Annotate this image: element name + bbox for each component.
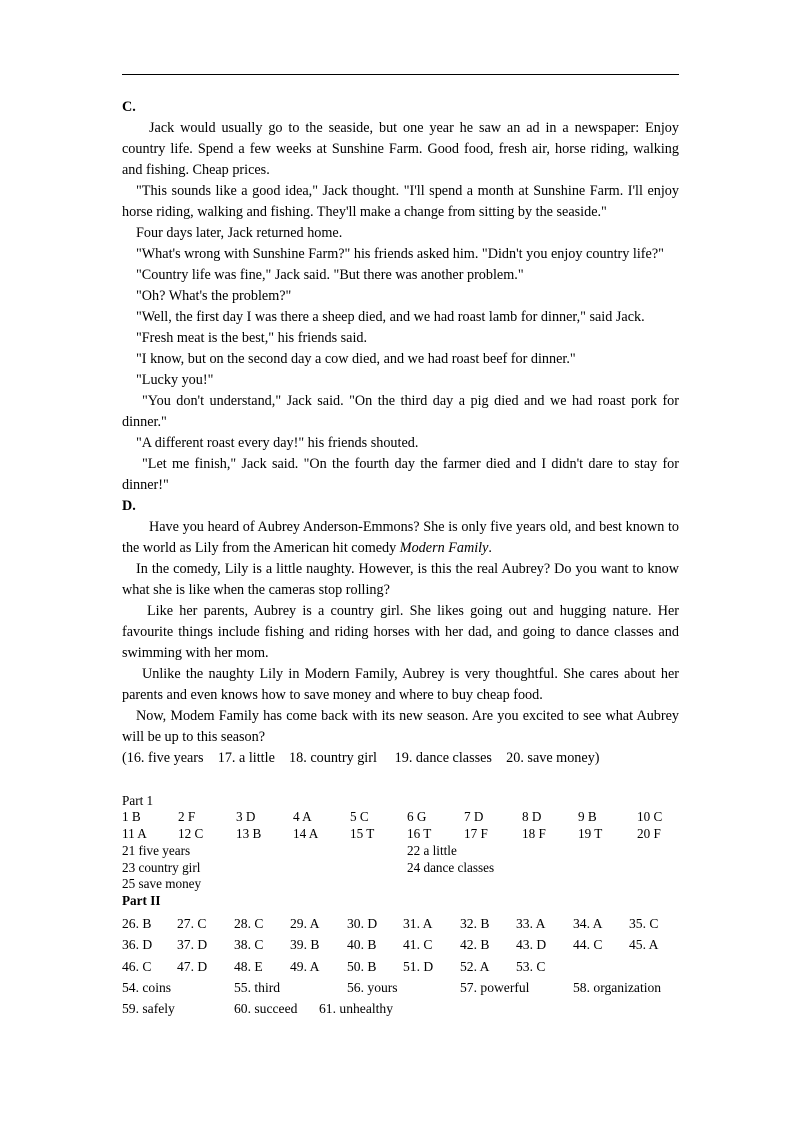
part2-answer: 29. A — [290, 916, 320, 931]
part1-answer: 16 T — [407, 826, 432, 841]
part2-answer: 31. A — [403, 916, 433, 931]
part2-answer: 49. A — [290, 959, 320, 974]
part2-word: 59. safely — [122, 1001, 175, 1016]
part2-answer: 26. B — [122, 916, 152, 931]
part2-answer: 33. A — [516, 916, 546, 931]
part2-answer: 45. A — [629, 937, 659, 952]
part1-answer: 12 C — [178, 826, 204, 841]
section-d-paragraph-4: Unlike the naughty Lily in Modern Family, Aubrey is very thoughtful. She cares about her parents and even knows how to save money and where to buy cheap food. — [122, 666, 679, 703]
show-title: Modern Family — [399, 540, 489, 556]
part2-word: 55. third — [234, 980, 281, 995]
part1-answer: 6 G — [407, 809, 427, 824]
part2-answer: 48. E — [234, 959, 263, 974]
part1-answer: 1 B — [122, 809, 141, 824]
part1-answer: 15 T — [350, 826, 375, 841]
part2-answer: 35. C — [629, 916, 659, 931]
part2-answer: 44. C — [573, 937, 603, 952]
section-c-paragraph-13: "Let me finish," Jack said. "On the fourth day the farmer died and I didn't dare to stay for dinner!" — [122, 456, 679, 493]
section-d-paragraph-2: In the comedy, Lily is a little naughty. However, is this the real Aubrey? Do you want to know what she is like when the cameras stop rolling? — [122, 561, 679, 598]
part2-row-2 — [122, 934, 682, 955]
section-c-paragraph-5: "Country life was fine," Jack said. "But there was another problem." — [136, 267, 524, 283]
part2-answer: 34. A — [573, 916, 603, 931]
part2-answer: 38. C — [234, 937, 264, 952]
section-c-paragraph-10: "Lucky you!" — [136, 372, 214, 388]
header-rule — [122, 74, 679, 75]
section-c-paragraph-12: "A different roast every day!" his friends shouted. — [136, 435, 419, 451]
part2-answer: 30. D — [347, 916, 378, 931]
part1-answer: 20 F — [637, 826, 661, 841]
part1-answer: 17 F — [464, 826, 488, 841]
part2-word: 60. succeed — [234, 1001, 298, 1016]
part1-row-2 — [122, 826, 682, 842]
section-c-paragraph-3: Four days later, Jack returned home. — [136, 225, 343, 241]
section-d-paragraph-1 — [122, 517, 679, 559]
part1-answer: 11 A — [122, 826, 147, 841]
part1-row-1 — [122, 809, 682, 825]
part2-answer: 46. C — [122, 959, 152, 974]
section-c-paragraph-4: "What's wrong with Sunshine Farm?" his friends asked him. "Didn't you enjoy country life?" — [136, 246, 664, 262]
part1-answer: 2 F — [178, 809, 196, 824]
part2-answer: 28. C — [234, 916, 264, 931]
section-c-paragraph-2: "This sounds like a good idea," Jack thought. "I'll spend a month at Sunshine Farm. I'll enjoy horse riding, walking and fishing. They'll make a change from sitting by the seaside." — [122, 183, 679, 220]
part1-answer: 13 B — [236, 826, 262, 841]
part2-answer: 41. C — [403, 937, 433, 952]
section-c-paragraph-8: "Fresh meat is the best," his friends said. — [136, 330, 368, 346]
part2-answer: 40. B — [347, 937, 377, 952]
part2-answer: 47. D — [177, 959, 208, 974]
section-c-paragraph-11: "You don't understand," Jack said. "On the third day a pig died and we had roast pork for dinner." — [122, 393, 679, 430]
part1-answer: 19 T — [578, 826, 603, 841]
part1-fill-25: 25 save money — [122, 876, 202, 891]
part1-answer: 8 D — [522, 809, 542, 824]
part2-word: 57. powerful — [460, 980, 530, 995]
section-d-paragraph-3: Like her parents, Aubrey is a country girl. She likes going out and hugging nature. Her favourite things include fishing and riding horses with her dad, and going to dance classes and swimming with her mom. — [122, 603, 679, 661]
section-d-paragraph-5: Now, Modem Family has come back with its new season. Are you excited to see what Aubrey will be up to this season? — [122, 708, 679, 745]
part2-word: 54. coins — [122, 980, 172, 995]
part2-words-row-1 — [122, 977, 682, 998]
section-c-paragraph-7: "Well, the first day I was there a sheep died, and we had roast lamb for dinner," said Jack. — [136, 309, 645, 325]
section-c-paragraph-9: "I know, but on the second day a cow died, and we had roast beef for dinner." — [136, 351, 576, 367]
section-d-answers-note: (16. five years 17. a little 18. country girl 19. dance classes 20. save money) — [122, 750, 600, 766]
part1-answer: 7 D — [464, 809, 484, 824]
part1-answer: 10 C — [637, 809, 663, 824]
part2-answer: 50. B — [347, 959, 377, 974]
part2-answer: 43. D — [516, 937, 547, 952]
part1-answer: 9 B — [578, 809, 597, 824]
part2-title: Part II — [122, 893, 161, 908]
section-c-paragraph-6: "Oh? What's the problem?" — [136, 288, 292, 304]
part1-fill-24: 24 dance classes — [407, 860, 495, 875]
part2-word: 61. unhealthy — [319, 1001, 393, 1016]
part2-row-3 — [122, 956, 682, 977]
part2-words-row-2 — [122, 998, 682, 1019]
part1-title: Part 1 — [122, 793, 154, 808]
part2-answer: 36. D — [122, 937, 153, 952]
part2-answer: 42. B — [460, 937, 490, 952]
part2-answer: 37. D — [177, 937, 208, 952]
section-c-heading: C. — [122, 99, 136, 115]
part2-answer: 52. A — [460, 959, 490, 974]
part1-fill-21: 21 five years — [122, 843, 191, 858]
part1-answer: 14 A — [293, 826, 319, 841]
part2-answer: 32. B — [460, 916, 490, 931]
section-d-heading: D. — [122, 498, 136, 514]
part2-answer: 53. C — [516, 959, 546, 974]
part2-word: 58. organization — [573, 980, 662, 995]
part1-fill-22: 22 a little — [407, 843, 457, 858]
part2-row-1 — [122, 913, 682, 934]
part1-answer: 5 C — [350, 809, 369, 824]
part2-answer: 51. D — [403, 959, 434, 974]
section-d-p1-end: . — [488, 540, 492, 556]
part1-fill-23: 23 country girl — [122, 860, 201, 875]
section-d-p1-text: Have you heard of Aubrey Anderson-Emmons? She is only five years old, and best known to the world as Lily from the American hit comedy — [122, 519, 679, 556]
part2-answer: 39. B — [290, 937, 320, 952]
part2-answer: 27. C — [177, 916, 207, 931]
part2-word: 56. yours — [347, 980, 398, 995]
section-c-paragraph-1: Jack would usually go to the seaside, but one year he saw an ad in a newspaper: Enjoy country life. Spend a few weeks at Sunshine Farm. Good food, fresh air, horse riding, walking and fishing. Cheap prices. — [122, 120, 679, 178]
part1-answer: 3 D — [236, 809, 256, 824]
part1-answer: 18 F — [522, 826, 546, 841]
part1-answer: 4 A — [293, 809, 312, 824]
